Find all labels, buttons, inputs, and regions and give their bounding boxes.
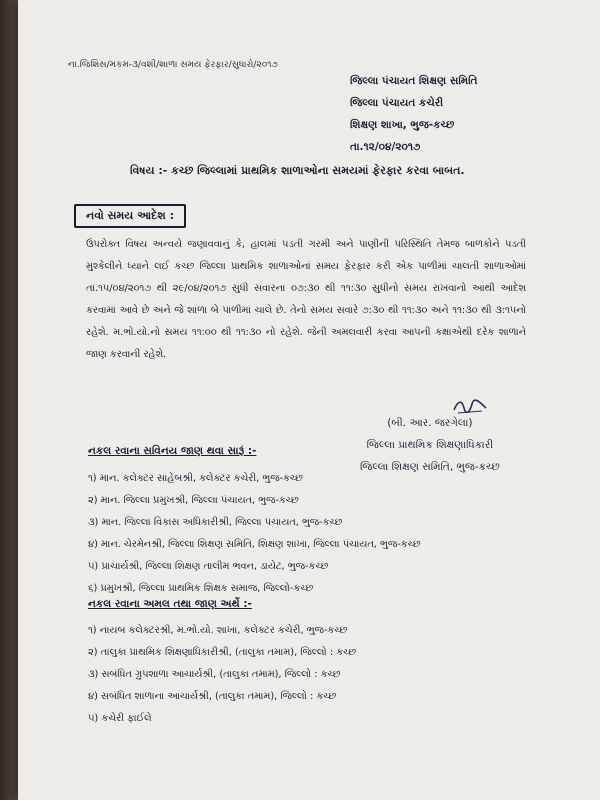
copy-action-list	[88, 620, 356, 730]
office-line: શિક્ષણ શાખા, ભુજ-કચ્છ	[350, 119, 455, 131]
subject-line: વિષય :- કચ્છ જિલ્લામાં પ્રાથમિક શાળાઓના સમયમાં ફેરફાર કરવા બાબત.	[130, 164, 465, 177]
body-text: ઉપરોક્ત વિષય અન્વયે જણાવવાનું કે, હાલમાં પડતી ગરમી અને પાણીની પરિસ્થિતિ તેમજ બાળકોને પડતી મુશ્કેલીને ધ્યાને લઈ કચ્છ જિલ્લા પ્રાથમિક શાળાઓનાં સમય ફેરફાર કરી એક પાળીમાં ચાલતી શાળાઓમાં તા.૧૫/૦૪/૨૦૧૭ થી ૨૯/૦૪/૨૦૧૭ સુધી સવારના ૦૭:૩૦ થી ૧૧:૩૦ સુધીનો સમય રાખવાનો આથી આદેશ કરવામાં આવે છે અને જે શાળા બે પાળીમાં ચાલે છે. તેનો સમય સવારે ૭:૩૦ થી ૧૧:૩૦ અને ૧૧:૩૦ થી ૩:૧૫નો રહેશે. મ.ભો.યો.નો સમય ૧૧:૦૦ થી ૧૧:૩૦ નો રહેશે. જેની અમલવારી કરવા આપની કક્ષાએથી દરેક શાળાને જાણ કરવાની રહેશે.	[86, 239, 526, 360]
list-item: ૧) માન. કલેક્ટર સાહેબશ્રી, કલેક્ટર કચેરી, ભુજ-કચ્છ	[88, 473, 303, 484]
list-item: ૪) માન. ચેરમેનશ્રી, જિલ્લા શિક્ષણ સમિતિ, શિક્ષણ શાખા, જિલ્લા પંચાયત, ભુજ-કચ્છ	[88, 539, 421, 550]
copy-info-list	[88, 468, 420, 600]
office-address	[350, 70, 477, 158]
list-item: ૩) માન. જિલ્લા વિકાસ અધિકારીશ્રી, જિલ્લા પંચાયત, ભુજ-કચ્છ	[88, 517, 343, 528]
list-item: ૩) સબંધિત ગ્રુપશાળા આચાર્યશ્રી, (તાલુકા તમામ), જિલ્લો : કચ્છ	[88, 669, 341, 680]
letter-date: તા.૧૨/૦૪/૨૦૧૭	[350, 141, 421, 153]
list-item: ૫) પ્રાચાર્યશ્રી, જિલ્લા શિક્ષણ તાલીમ ભવન, ડાયેટ, ભુજ-કચ્છ	[88, 561, 329, 572]
list-item: ૧) નાયબ કલેક્ટરશ્રી, મ.ભો.યો. શાખા, કલેક્ટર કચેરી, ભુજ-કચ્છ	[88, 625, 348, 636]
office-line: જિલ્લા પંચાયત કચેરી	[350, 97, 444, 109]
signatory-name: (બી. આર. જરગેલા)	[387, 417, 473, 429]
list-item: ૨) તાલુકા પ્રાથમિક શિક્ષણાધિકારીશ્રી, (તાલુકા તમામ), જિલ્લો : કચ્છ	[88, 647, 357, 658]
reference-number: ના.જિશિસ/મકમ-૩/વશી/શાળા સમય ફેરફાર/સુધારો/૨૦૧૭	[68, 60, 278, 70]
office-line: જિલ્લા પંચાયત શિક્ષણ સમિતિ	[350, 75, 478, 87]
signatory-office: જિલ્લા શિક્ષણ સમિતિ, ભુજ-કચ્છ	[360, 461, 500, 473]
copy-info-heading: નકલ રવાના સવિનય જાણ થવા સારૂં :-	[88, 445, 257, 457]
list-item: ૨) માન. જિલ્લા પ્રમુખશ્રી, જિલ્લા પંચાયત, ભુજ-કચ્છ	[88, 495, 299, 506]
copy-action-heading: નકલ રવાના અમલ તથા જાણ અર્થે :-	[88, 598, 252, 610]
signatory-designation: જિલ્લા પ્રાથમિક શિક્ષણાધિકારી	[366, 439, 494, 451]
order-body	[86, 234, 526, 366]
list-item: ૬) પ્રમુખશ્રી, જિલ્લા પ્રાથમિક શિક્ષક સમાજ, જિલ્લો-કચ્છ	[88, 583, 314, 594]
list-item: ૫) કચેરી ફાઈલે	[88, 713, 152, 724]
list-item: ૪) સબંધિત શાળાના આચાર્યશ્રી, (તાલુકા તમામ), જિલ્લો : કચ્છ	[88, 691, 337, 702]
background-edge	[0, 0, 18, 800]
order-title: નવો સમય આદેશ :	[74, 204, 186, 228]
